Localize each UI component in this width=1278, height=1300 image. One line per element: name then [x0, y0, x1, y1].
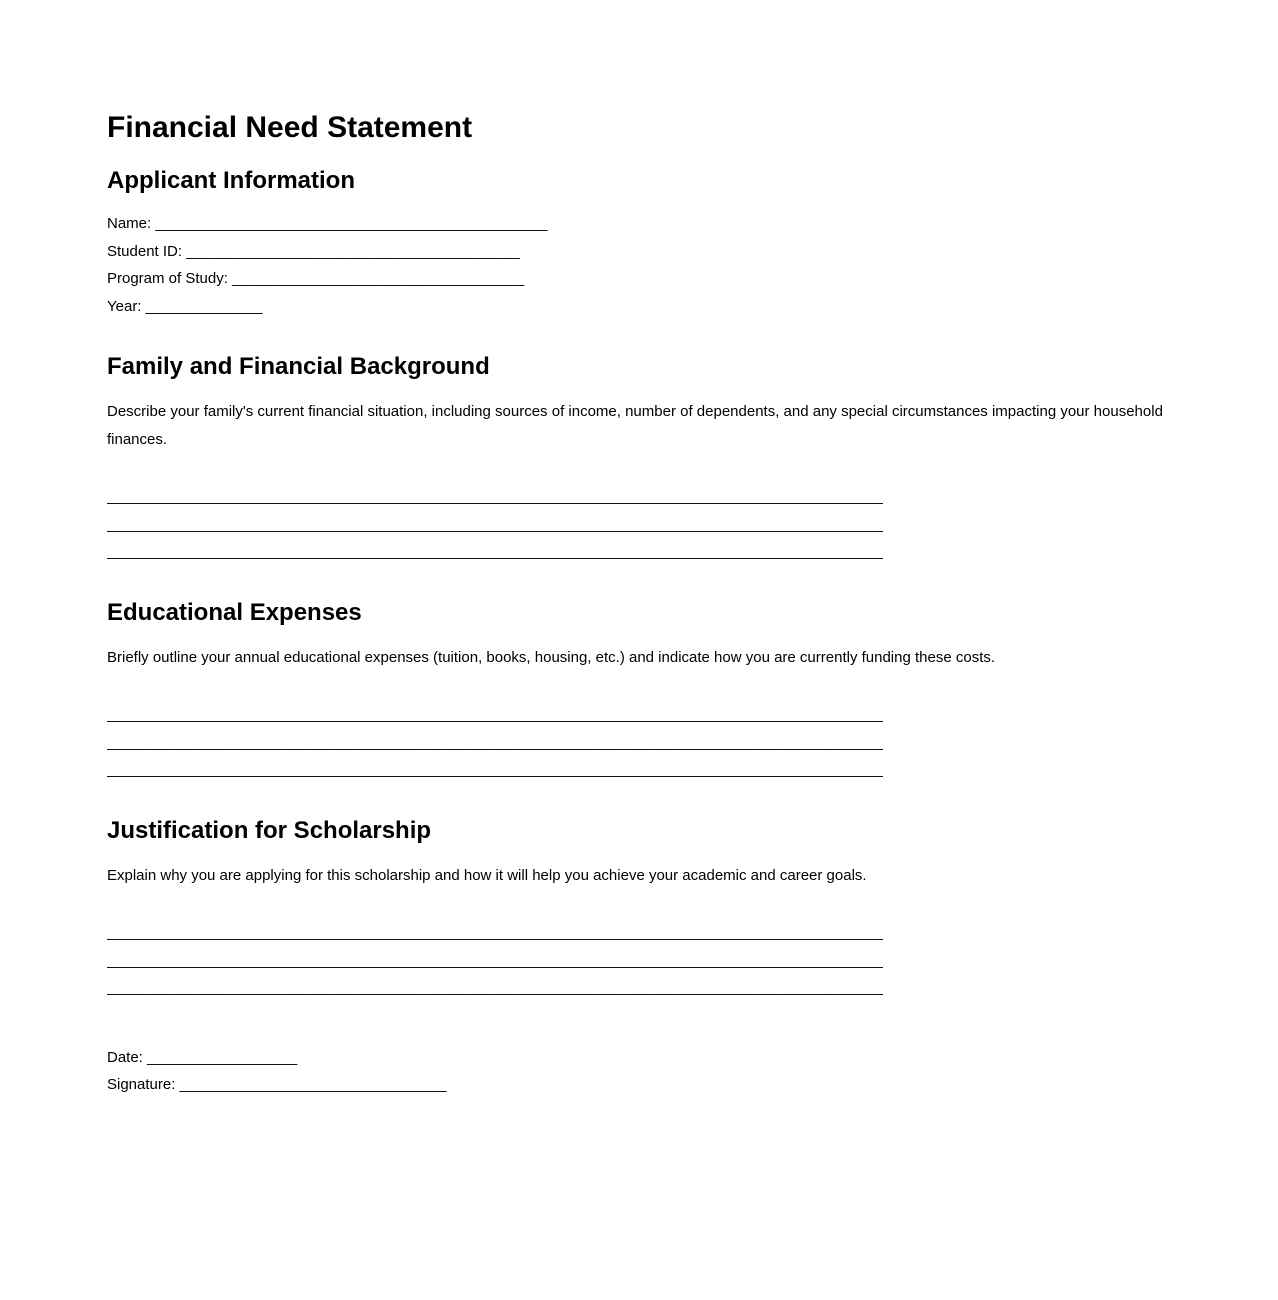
signature-block: [107, 1044, 1171, 1099]
section-heading-applicant-information: Applicant Information: [107, 167, 355, 194]
justification-section-description: Explain why you are applying for this scholarship and how it will help you achieve your academic and career goals.: [107, 866, 867, 884]
student-id-label: Student ID:: [107, 242, 183, 260]
program-of-study-label: Program of Study:: [107, 270, 228, 287]
student-id-blank-line: ________________________________________: [186, 242, 520, 260]
justification-answer-line: _____________________________________________________________________________________________: [107, 979, 883, 996]
field-signature: [107, 1071, 1171, 1099]
document-title: Financial Need Statement: [107, 111, 473, 144]
expenses-answer-line: _____________________________________________________________________________________________: [107, 761, 883, 778]
field-date: [107, 1044, 1171, 1072]
field-name: [107, 210, 1171, 238]
expenses-answer-line: _____________________________________________________________________________________________: [107, 706, 883, 723]
family-answer-lines: [107, 483, 1171, 566]
family-section-description: Describe your family's current financial situation, including sources of income, number of dependents, and any special circumstances impacting your household finances.: [107, 403, 1163, 448]
expenses-answer-line: _____________________________________________________________________________________________: [107, 733, 883, 751]
section-heading-justification-for-scholarship: Justification for Scholarship: [107, 816, 432, 844]
year-label: Year:: [107, 297, 142, 315]
field-program-of-study: [107, 265, 1171, 293]
field-student-id: [107, 238, 1171, 266]
family-answer-line: _____________________________________________________________________________________________: [107, 543, 883, 560]
date-label: Date:: [107, 1048, 143, 1066]
family-answer-line: _____________________________________________________________________________________________: [107, 488, 883, 505]
family-answer-line: _____________________________________________________________________________________________: [107, 515, 883, 533]
year-blank-line: ______________: [145, 297, 263, 315]
name-label: Name:: [107, 215, 152, 232]
expenses-answer-lines: [107, 701, 1171, 784]
expenses-section-description: Briefly outline your annual educational expenses (tuition, books, housing, etc.) and indicate how you are currently funding these costs.: [107, 648, 996, 666]
name-blank-line: _______________________________________________: [155, 215, 548, 232]
signature-blank-line: ________________________________: [179, 1076, 447, 1093]
section-heading-educational-expenses: Educational Expenses: [107, 598, 362, 626]
field-year: [107, 293, 1171, 321]
date-blank-line: __________________: [147, 1048, 298, 1066]
signature-label: Signature:: [107, 1076, 176, 1093]
applicant-fields: [107, 210, 1171, 320]
justification-answer-lines: [107, 919, 1171, 1002]
program-of-study-blank-line: ___________________________________: [232, 270, 525, 287]
section-heading-family-financial-background: Family and Financial Background: [107, 353, 490, 380]
justification-answer-line: _____________________________________________________________________________________________: [107, 924, 883, 941]
justification-answer-line: _____________________________________________________________________________________________: [107, 951, 883, 969]
